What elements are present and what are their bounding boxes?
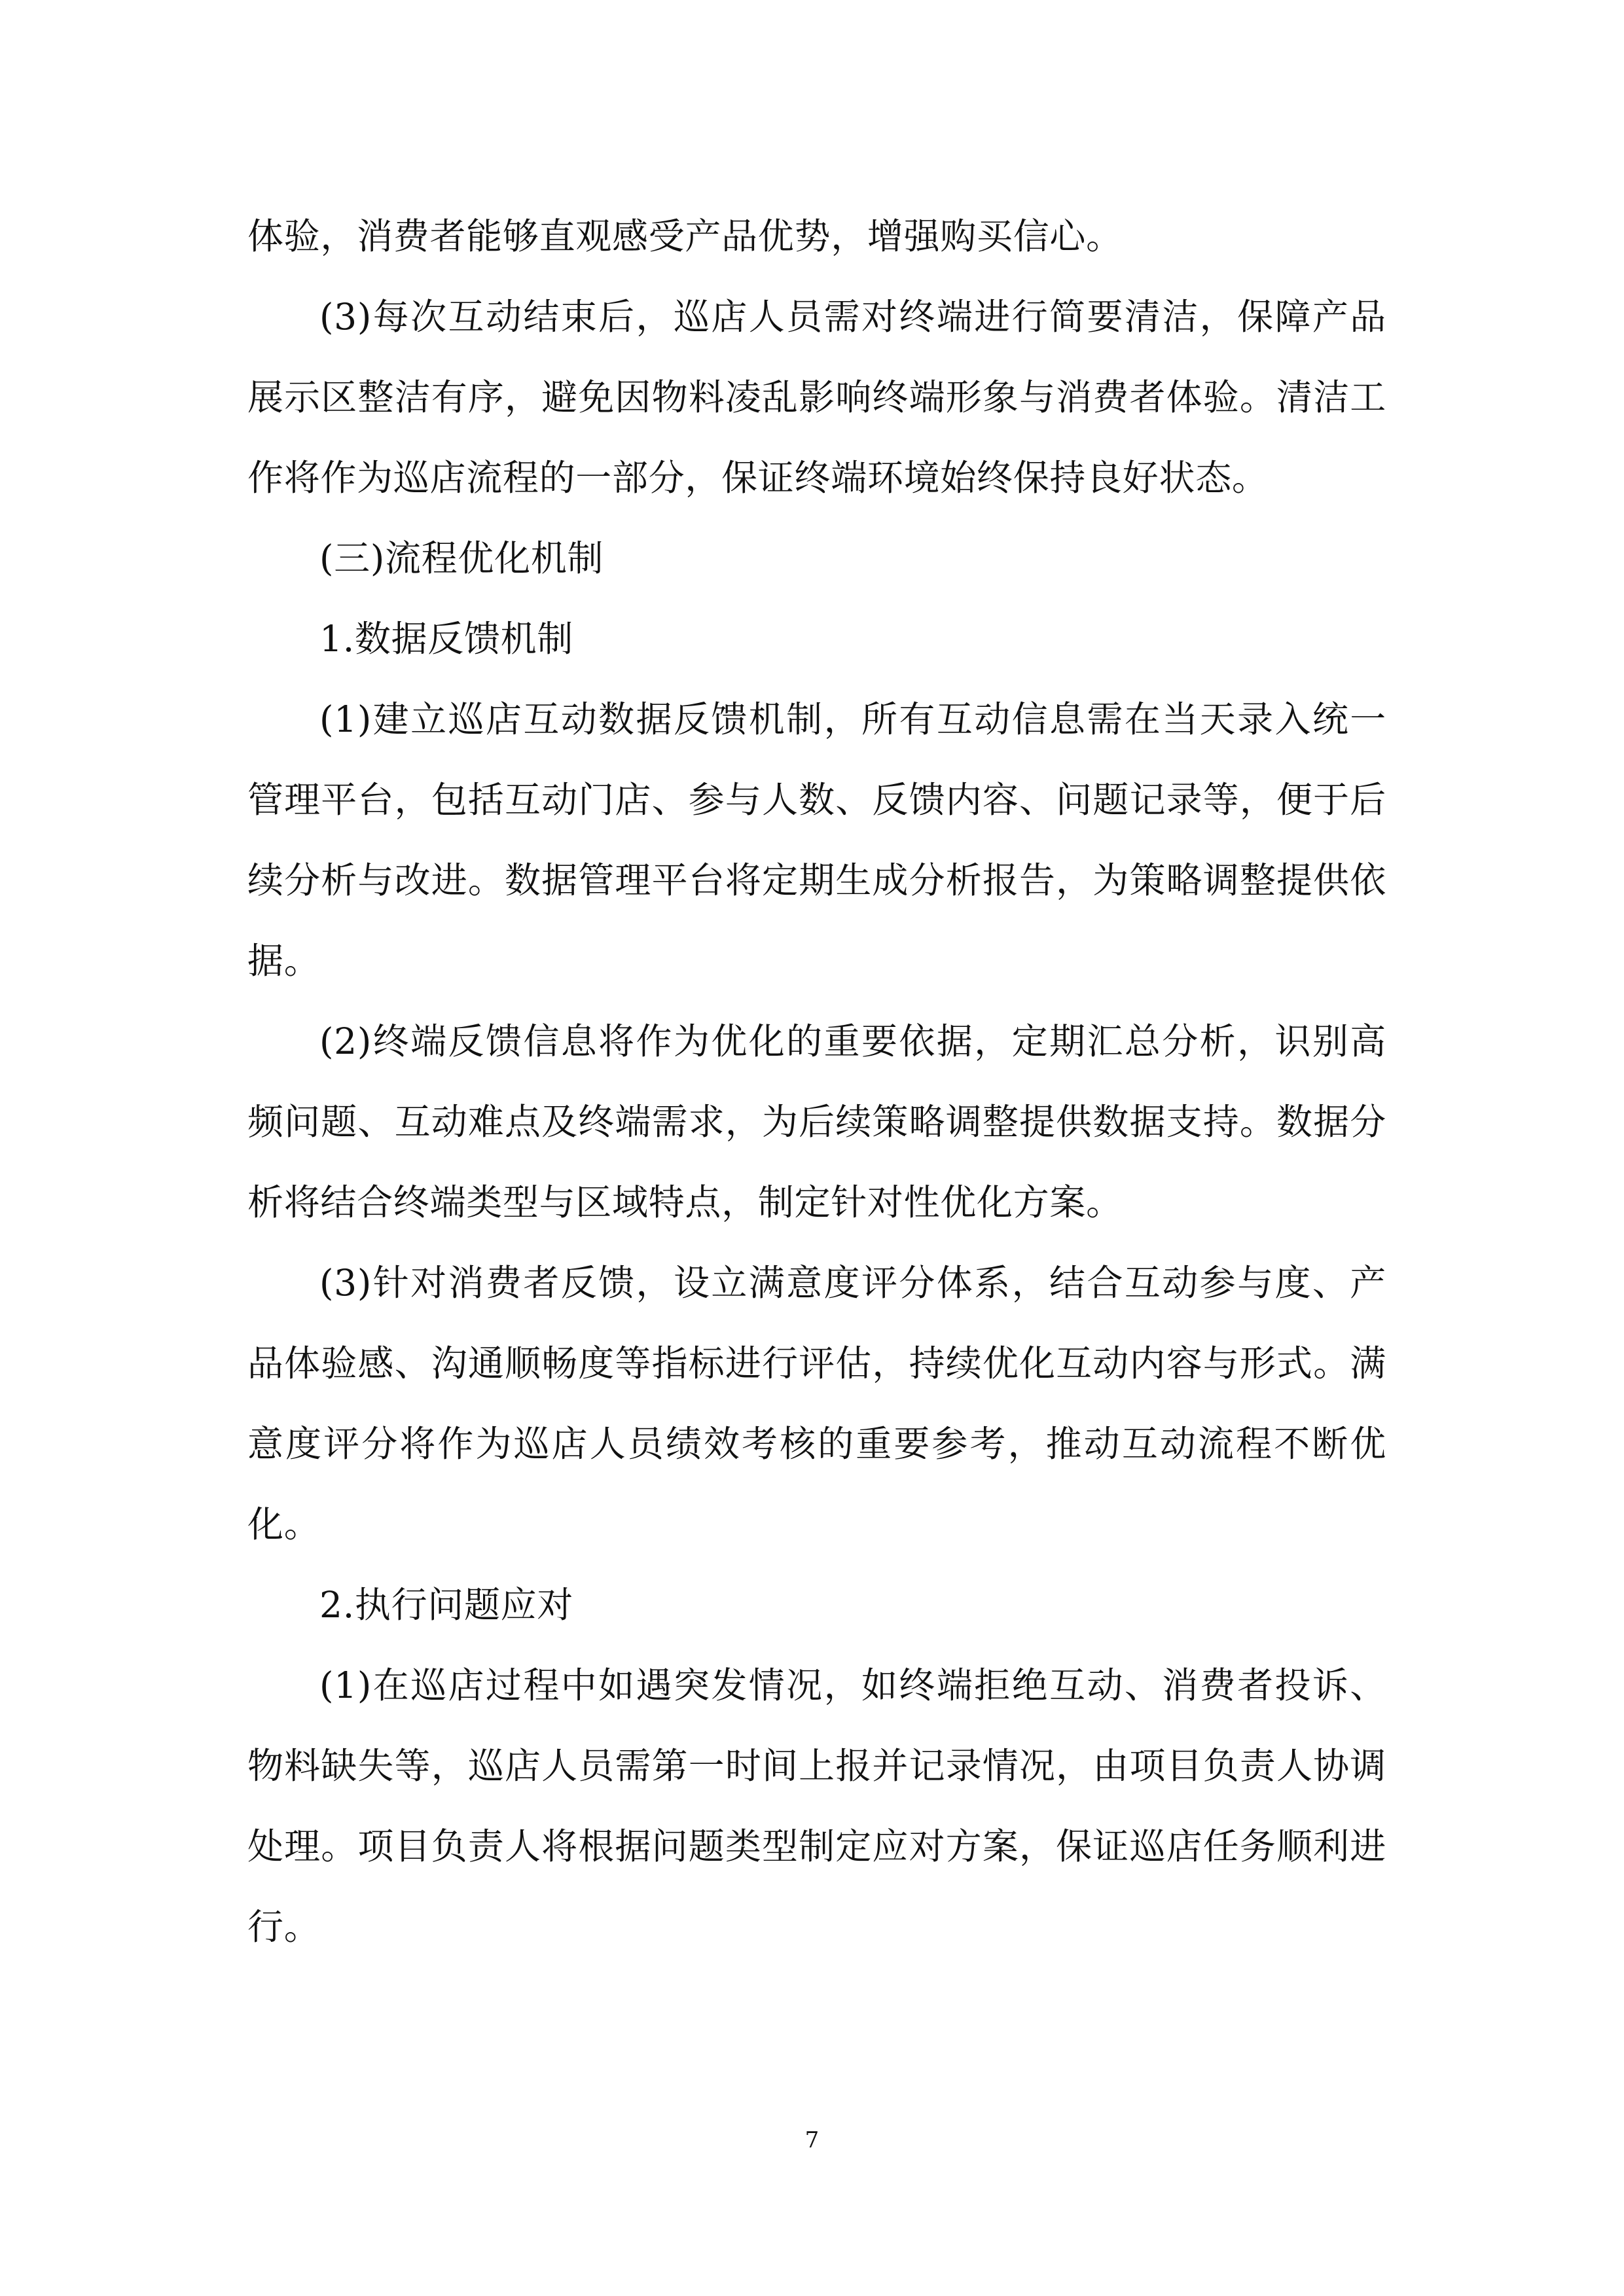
- paragraph-data-feedback-3: (3)针对消费者反馈，设立满意度评分体系，结合互动参与度、产品体验感、沟通顺畅度等指标进行评估，持续优化互动内容与形式。满意度评分将作为巡店人员绩效考核的重要参考，推动互动流程不断优化。: [247, 1262, 1386, 1545]
- paragraph-cleaning: (3)每次互动结束后，巡店人员需对终端进行简要清洁，保障产品展示区整洁有序，避免因物料凌乱影响终端形象与消费者体验。清洁工作将作为巡店流程的一部分，保证终端环境始终保持良好状态。: [247, 296, 1386, 499]
- document-body: [247, 196, 1386, 1967]
- paragraph-issue-response-1: (1)在巡店过程中如遇突发情况，如终端拒绝互动、消费者投诉、物料缺失等，巡店人员需第一时间上报并记录情况，由项目负责人协调处理。项目负责人将根据问题类型制定应对方案，保证巡店任务顺利进行。: [247, 1664, 1386, 1948]
- section-heading-process-optimization: (三)流程优化机制: [319, 537, 604, 579]
- subheading-issue-response: 2.执行问题应对: [319, 1584, 574, 1626]
- subheading-data-feedback: 1.数据反馈机制: [319, 618, 574, 660]
- page-number: 7: [804, 2127, 820, 2153]
- paragraph-data-feedback-2: (2)终端反馈信息将作为优化的重要依据，定期汇总分析，识别高频问题、互动难点及终端需求，为后续策略调整提供数据支持。数据分析将结合终端类型与区域特点，制定针对性优化方案。: [247, 1020, 1386, 1223]
- paragraph-continuation: 体验，消费者能够直观感受产品优势，增强购买信心。: [247, 215, 1123, 257]
- paragraph-data-feedback-1: (1)建立巡店互动数据反馈机制，所有互动信息需在当天录入统一管理平台，包括互动门店、参与人数、反馈内容、问题记录等，便于后续分析与改进。数据管理平台将定期生成分析报告，为策略调整提供依据。: [247, 698, 1386, 982]
